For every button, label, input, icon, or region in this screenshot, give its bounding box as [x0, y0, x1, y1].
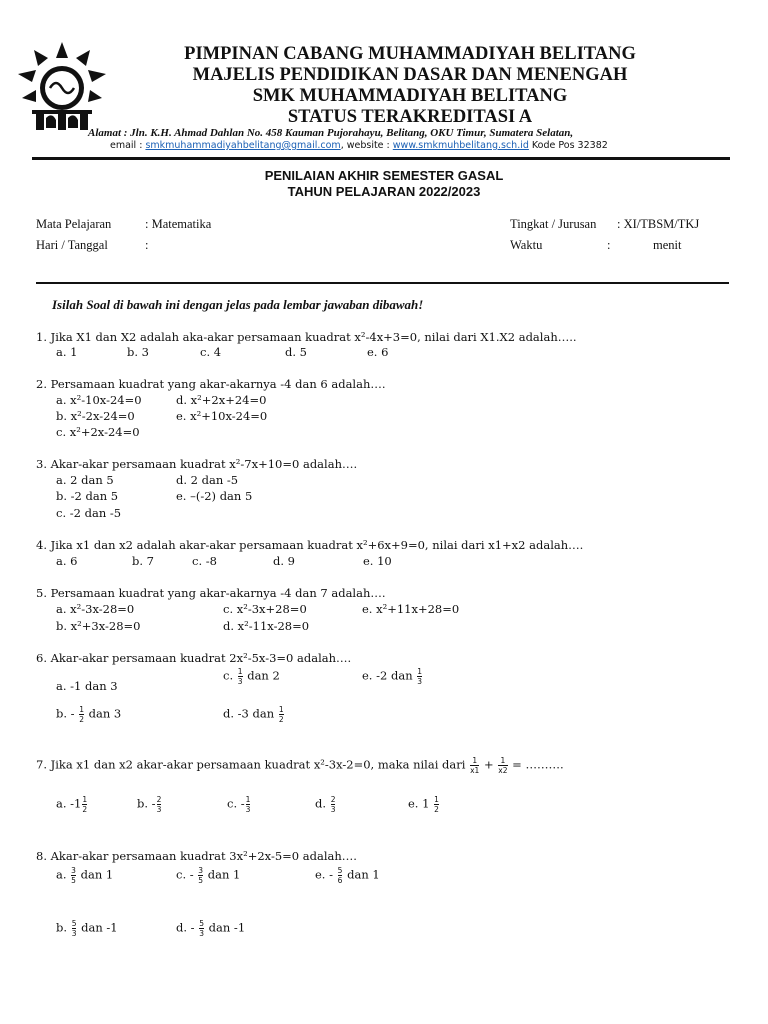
date-label: Hari / Tanggal — [36, 238, 108, 252]
school-logo — [12, 40, 112, 132]
q8-option-a — [56, 866, 113, 885]
denominator: 3 — [245, 805, 251, 814]
q2-option-e: e. x²+10x-24=0 — [176, 409, 268, 423]
q8-option-d — [176, 919, 245, 938]
time-unit: menit — [653, 238, 682, 252]
q3-option-b: b. -2 dan 5 — [56, 489, 119, 503]
numerator: 2 — [330, 795, 336, 804]
numerator: 1 — [79, 705, 84, 714]
q7-tail: = ………. — [512, 757, 564, 772]
question-2: 2. Persamaan kuadrat yang akar-akarnya -4 dan 6 adalah…. — [36, 377, 386, 391]
q6-d-fraction — [279, 705, 284, 724]
denominator: x2 — [498, 766, 508, 775]
q8-a-suffix: dan 1 — [80, 867, 114, 882]
question-7 — [36, 756, 564, 775]
time-label: Waktu — [510, 238, 543, 252]
q7-option-e — [408, 795, 440, 814]
q6-c-suffix: dan 2 — [247, 668, 280, 683]
numerator: 1 — [417, 667, 423, 676]
denominator: 3 — [156, 805, 162, 814]
numerator: 5 — [71, 919, 77, 928]
q8-e-prefix: e. - — [315, 867, 334, 882]
exam-year: TAHUN PELAJARAN 2022/2023 — [287, 184, 481, 199]
numerator: 1 — [82, 795, 88, 804]
meta-divider — [36, 282, 729, 284]
denominator: 5 — [198, 876, 204, 885]
q2-option-b: b. x²-2x-24=0 — [56, 409, 135, 423]
q2-option-c: c. x²+2x-24=0 — [56, 425, 140, 439]
numerator: 1 — [245, 795, 251, 804]
denominator: 2 — [79, 715, 84, 724]
q6-b-suffix: dan 3 — [88, 706, 122, 721]
q7-option-c — [227, 795, 251, 814]
q8-option-b — [56, 919, 118, 938]
denominator: 3 — [199, 929, 204, 938]
q6-b-prefix: b. - — [56, 706, 75, 721]
q1-option-c: c. 4 — [200, 345, 222, 359]
q7-plus: + — [483, 757, 494, 772]
q5-option-c: c. x²-3x+28=0 — [223, 602, 307, 616]
q7-fraction-2 — [498, 756, 507, 775]
denominator: 5 — [71, 876, 76, 885]
date-value: : — [145, 238, 149, 252]
q6-option-d — [223, 705, 285, 724]
header-divider — [32, 157, 730, 160]
denominator: 3 — [71, 929, 77, 938]
q8-a-fraction — [71, 866, 76, 885]
q6-option-a: a. -1 dan 3 — [56, 679, 118, 693]
time-colon: : — [607, 238, 611, 252]
numerator: 5 — [337, 866, 343, 875]
grade-value: : XI/TBSM/TKJ — [617, 217, 700, 231]
q5-option-e: e. x²+11x+28=0 — [362, 602, 460, 616]
denominator: 3 — [237, 677, 243, 686]
email-label: email : — [110, 140, 146, 151]
q1-option-a: a. 1 — [56, 345, 78, 359]
website-label: , website : — [340, 140, 393, 151]
subject-label: Mata Pelajaran — [36, 217, 112, 231]
header-line-3: SMK MUHAMMADIYAH BELITANG — [252, 86, 568, 106]
q3-option-d: d. 2 dan -5 — [176, 473, 239, 487]
website-link[interactable]: www.smkmuhbelitang.sch.id — [392, 140, 529, 151]
q6-option-e — [362, 667, 423, 686]
q5-option-a: a. x²-3x-28=0 — [56, 602, 135, 616]
grade-label: Tingkat / Jurusan — [510, 217, 597, 231]
q7-a-prefix: a. -1 — [56, 796, 82, 811]
q5-option-d: d. x²-11x-28=0 — [223, 619, 310, 633]
denominator: 3 — [330, 805, 336, 814]
q8-b-prefix: b. — [56, 920, 68, 935]
question-6: 6. Akar-akar persamaan kuadrat 2x²-5x-3=0 adalah…. — [36, 651, 352, 665]
q2-option-a: a. x²-10x-24=0 — [56, 393, 142, 407]
denominator: 6 — [337, 876, 343, 885]
q1-option-d: d. 5 — [285, 345, 307, 359]
q3-option-c: c. -2 dan -5 — [56, 506, 122, 520]
denominator: 2 — [434, 805, 439, 814]
numerator: 3 — [198, 866, 204, 875]
numerator: 5 — [199, 919, 204, 928]
numerator: 3 — [71, 866, 76, 875]
postal-code: Kode Pos 32382 — [528, 140, 608, 151]
q8-d-fraction — [199, 919, 204, 938]
q4-option-b: b. 7 — [132, 554, 154, 568]
numerator: 1 — [237, 667, 243, 676]
q4-option-c: c. -8 — [192, 554, 217, 568]
q6-c-prefix: c. — [223, 668, 234, 683]
q8-c-prefix: c. - — [176, 867, 194, 882]
q7-option-a — [56, 795, 88, 814]
q6-c-fraction — [238, 667, 243, 686]
q7-b-fraction — [157, 795, 162, 814]
contact-line — [110, 140, 608, 151]
q7-d-fraction — [331, 795, 336, 814]
q3-option-e: e. –(-2) dan 5 — [176, 489, 253, 503]
q7-d-prefix: d. — [315, 796, 327, 811]
q6-d-prefix: d. -3 dan — [223, 706, 275, 721]
q7-fraction-1 — [470, 756, 479, 775]
q7-e-prefix: e. 1 — [408, 796, 430, 811]
header-line-1: PIMPINAN CABANG MUHAMMADIYAH BELITANG — [184, 44, 636, 64]
q6-e-fraction — [417, 667, 422, 686]
q7-e-fraction — [434, 795, 439, 814]
q6-option-c — [223, 667, 280, 686]
q5-option-b: b. x²+3x-28=0 — [56, 619, 141, 633]
q7-c-fraction — [246, 795, 251, 814]
question-1: 1. Jika X1 dan X2 adalah aka-akar persamaan kuadrat x²-4x+3=0, nilai dari X1.X2 adalah….. — [36, 330, 577, 344]
q7-text: 7. Jika x1 dan x2 akar-akar persamaan kuadrat x²-3x-2=0, maka nilai dari — [36, 757, 466, 772]
numerator: 1 — [434, 795, 439, 804]
q6-e-prefix: e. -2 dan — [362, 668, 413, 683]
q4-option-d: d. 9 — [273, 554, 295, 568]
instruction: Isilah Soal di bawah ini dengan jelas pada lembar jawaban dibawah! — [52, 297, 424, 312]
q8-e-fraction — [338, 866, 343, 885]
q1-option-b: b. 3 — [127, 345, 149, 359]
q8-d-prefix: d. - — [176, 920, 195, 935]
school-address: Alamat : Jln. K.H. Ahmad Dahlan No. 458 Kauman Pujorahayu, Belitang, OKU Timur, Sumatera Selatan, — [88, 127, 574, 139]
q2-option-d: d. x²+2x+24=0 — [176, 393, 267, 407]
header-line-2: MAJELIS PENDIDIKAN DASAR DAN MENENGAH — [192, 65, 628, 85]
denominator: x1 — [470, 766, 480, 775]
exam-title: PENILAIAN AKHIR SEMESTER GASAL — [264, 168, 504, 183]
q4-option-e: e. 10 — [363, 554, 392, 568]
q4-option-a: a. 6 — [56, 554, 78, 568]
q8-b-fraction — [72, 919, 77, 938]
q8-d-suffix: dan -1 — [208, 920, 246, 935]
q8-option-c — [176, 866, 240, 885]
q7-option-b — [137, 795, 162, 814]
q8-a-prefix: a. — [56, 867, 67, 882]
q6-b-fraction — [79, 705, 84, 724]
question-4: 4. Jika x1 dan x2 adalah akar-akar persamaan kuadrat x²+6x+9=0, nilai dari x1+x2 adalah…. — [36, 538, 584, 552]
q3-option-a: a. 2 dan 5 — [56, 473, 114, 487]
q6-option-b — [56, 705, 121, 724]
q8-b-suffix: dan -1 — [81, 920, 118, 935]
subject-value: : Matematika — [145, 217, 212, 231]
q8-c-suffix: dan 1 — [207, 867, 241, 882]
email-link[interactable]: smkmuhammadiyahbelitang@gmail.com — [145, 140, 341, 151]
q7-b-prefix: b. - — [137, 796, 156, 811]
header-line-4: STATUS TERAKREDITASI A — [287, 107, 533, 127]
q7-option-d — [315, 795, 336, 814]
question-8: 8. Akar-akar persamaan kuadrat 3x²+2x-5=0 adalah…. — [36, 849, 357, 863]
q7-c-prefix: c. - — [227, 796, 245, 811]
denominator: 2 — [82, 805, 88, 814]
q7-a-fraction — [82, 795, 87, 814]
q8-e-suffix: dan 1 — [347, 867, 380, 882]
denominator: 2 — [278, 715, 284, 724]
question-5: 5. Persamaan kuadrat yang akar-akarnya -4 dan 7 adalah…. — [36, 586, 386, 600]
q1-option-e: e. 6 — [367, 345, 389, 359]
q8-c-fraction — [198, 866, 203, 885]
numerator: 1 — [278, 705, 284, 714]
numerator: 1 — [472, 756, 478, 765]
numerator: 2 — [156, 795, 162, 804]
denominator: 3 — [417, 677, 423, 686]
numerator: 1 — [500, 756, 506, 765]
question-3: 3. Akar-akar persamaan kuadrat x²-7x+10=0 adalah…. — [36, 457, 358, 471]
q8-option-e — [315, 866, 380, 885]
